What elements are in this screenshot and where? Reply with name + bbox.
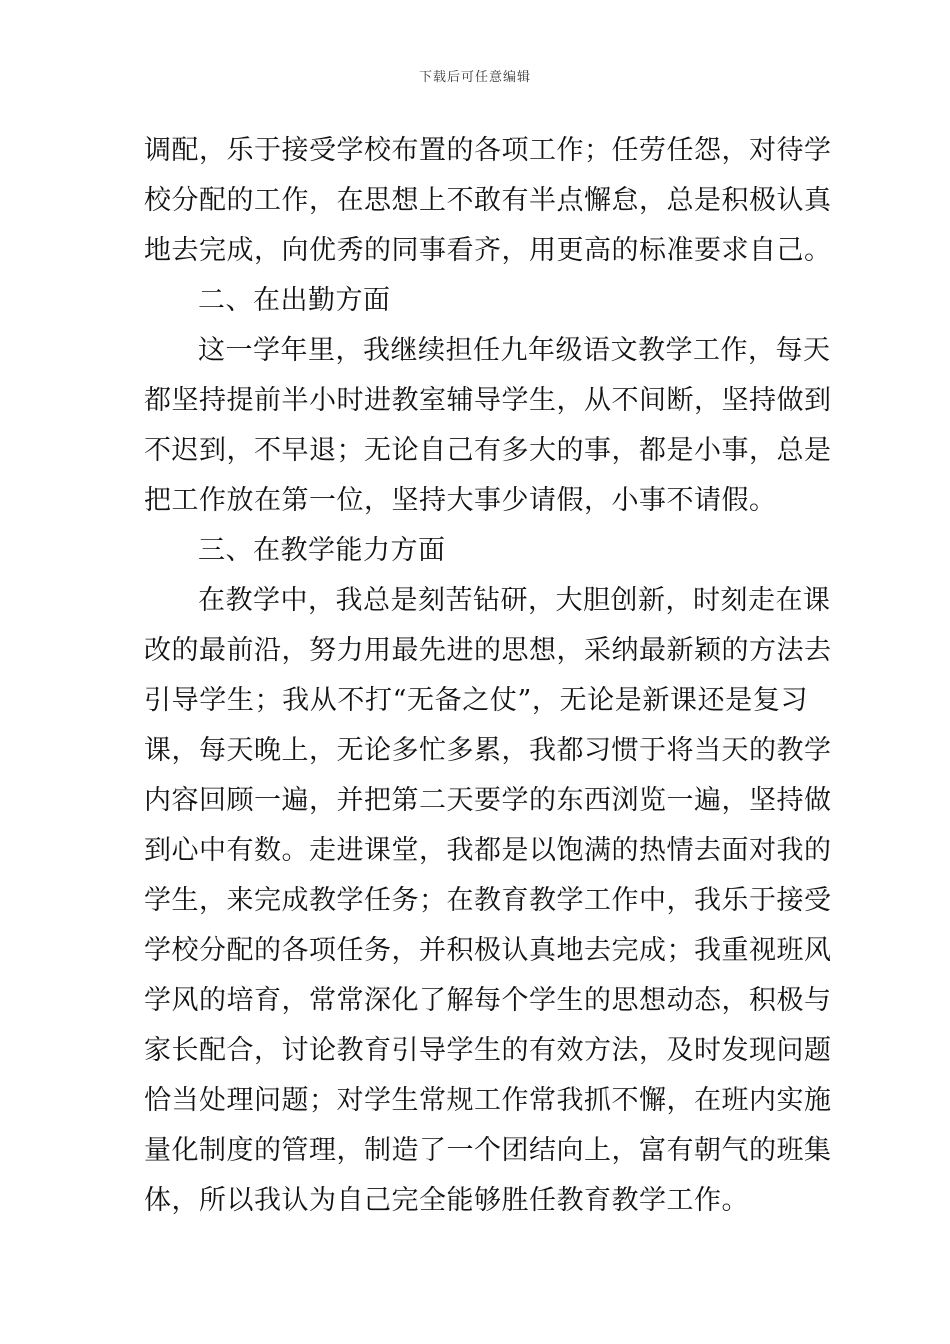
document-body xyxy=(144,126,832,1226)
paragraph-line: 家长配合，讨论教育引导学生的有效方法，及时发现问题 xyxy=(144,1035,832,1066)
paragraph-line: 地去完成，向优秀的同事看齐，用更高的标准要求自己。 xyxy=(144,235,832,266)
paragraph-line: 学风的培育，常常深化了解每个学生的思想动态，积极与 xyxy=(144,985,832,1016)
paragraph-line: 学校分配的各项任务，并积极认真地去完成；我重视班风 xyxy=(144,935,832,966)
paragraph-line: 都坚持提前半小时进教室辅导学生，从不间断，坚持做到 xyxy=(144,385,832,416)
paragraph-line: 调配，乐于接受学校布置的各项工作；任劳任怨，对待学 xyxy=(144,135,832,166)
paragraph-line: 这一学年里，我继续担任九年级语文教学工作，每天 xyxy=(198,335,831,366)
paragraph-line: 把工作放在第一位，坚持大事少请假，小事不请假。 xyxy=(144,485,777,516)
page-header: 下载后可任意编辑 xyxy=(418,70,531,85)
paragraph-line: 引导学生；我从不打“无备之仗”，无论是新课还是复习 xyxy=(144,685,808,716)
paragraph-line: 在教学中，我总是刻苦钻研，大胆创新，时刻走在课 xyxy=(198,585,831,616)
paragraph-line: 校分配的工作，在思想上不敢有半点懈怠，总是积极认真 xyxy=(144,185,832,216)
paragraph-line: 改的最前沿，努力用最先进的思想，采纳最新颖的方法去 xyxy=(144,635,832,666)
paragraph-line: 课，每天晚上，无论多忙多累，我都习惯于将当天的教学 xyxy=(144,735,832,766)
section-heading: 二、在出勤方面 xyxy=(198,285,391,316)
paragraph-line: 不迟到，不早退；无论自己有多大的事，都是小事，总是 xyxy=(144,435,832,466)
paragraph-line: 体，所以我认为自己完全能够胜任教育教学工作。 xyxy=(144,1185,749,1216)
paragraph-line: 量化制度的管理，制造了一个团结向上，富有朝气的班集 xyxy=(144,1135,832,1166)
paragraph-line: 内容回顾一遍，并把第二天要学的东西浏览一遍，坚持做 xyxy=(144,785,832,816)
section-heading: 三、在教学能力方面 xyxy=(198,535,446,566)
paragraph-line: 学生，来完成教学任务；在教育教学工作中，我乐于接受 xyxy=(144,885,832,916)
paragraph-line: 到心中有数。走进课堂，我都是以饱满的热情去面对我的 xyxy=(144,835,832,866)
paragraph-line: 恰当处理问题；对学生常规工作常我抓不懈，在班内实施 xyxy=(144,1085,832,1116)
